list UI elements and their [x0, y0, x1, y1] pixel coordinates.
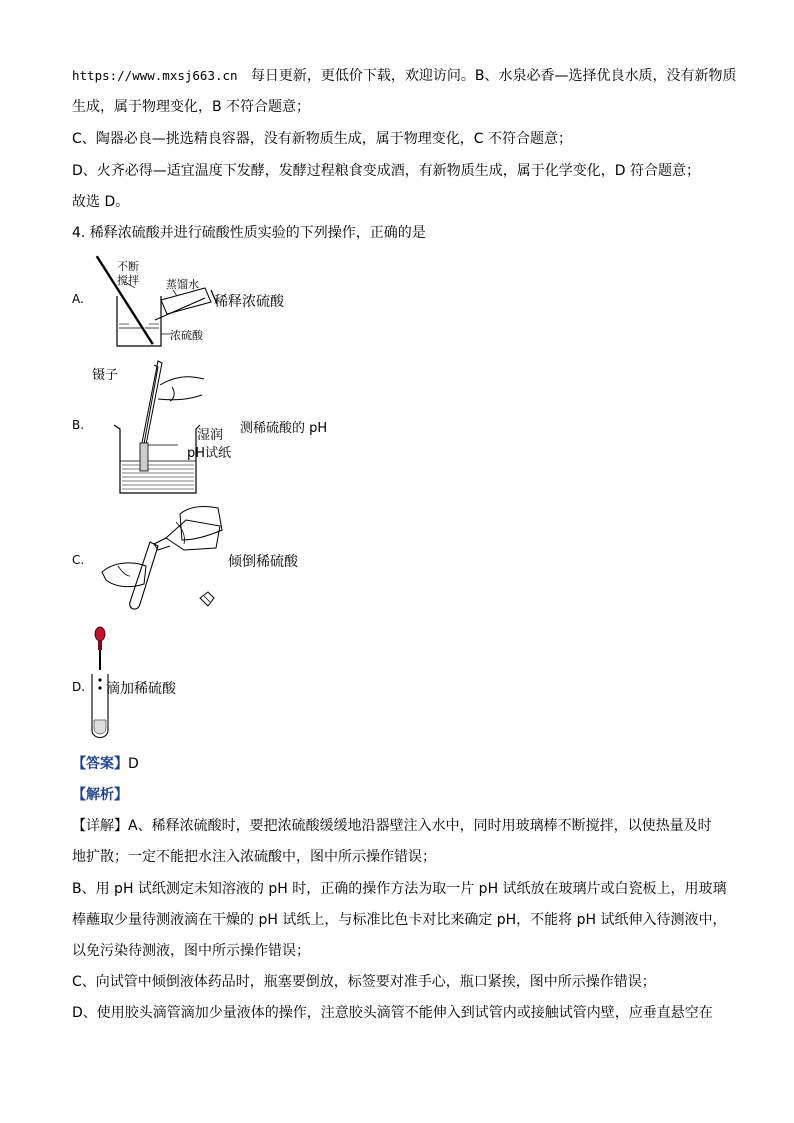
question-4: 4. 稀释浓硫酸并进行硫酸性质实验的下列操作，正确的是 [72, 225, 426, 241]
option-d-caption: 滴加稀硫酸 [106, 681, 176, 697]
analysis-tag: 【解析】 [72, 787, 128, 803]
line-3: C、陶器必良—挑选精良容器，没有新物质生成，属于物理变化，C 不符合题意； [72, 131, 572, 147]
answer-tag: 【答案】 [72, 756, 128, 772]
label-distilled-water: 蒸馏水 [166, 278, 199, 291]
detail-p2b: 棒蘸取少量待测液滴在干燥的 pH 试纸上，与标准比色卡对比来确定 pH，不能将 pH 试纸伸入待测液中， [72, 912, 727, 928]
option-a-letter: A. [72, 292, 84, 306]
label-wet: 湿润 [197, 428, 224, 443]
option-b-letter: B. [72, 418, 85, 432]
answer-line [72, 754, 139, 774]
line-2: 生成，属于物理变化，B 不符合题意； [72, 99, 311, 115]
site-url[interactable]: https://www.mxsj663.cn [72, 68, 238, 83]
detail-p2a: B、用 pH 试纸测定未知溶液的 pH 时，正确的操作方法为取一片 pH 试纸放在玻璃片或白瓷板上，用玻璃 [72, 881, 727, 897]
option-c-caption: 倾倒稀硫酸 [228, 554, 298, 570]
label-tweezers: 镊子 [92, 368, 119, 383]
label-conc-acid: 浓硫酸 [170, 329, 203, 342]
line1-text: 每日更新，更低价下载，欢迎访问。B、水泉必香—选择优良水质，没有新物质 [250, 68, 737, 84]
detail-p1a: A、稀释浓硫酸时，要把浓硫酸缓缓地沿器壁注入水中，同时用玻璃棒不断搅拌，以使热量及时 [128, 818, 712, 834]
label-ph-paper: pH试纸 [187, 446, 232, 461]
line-4: D、火齐必得—适宜温度下发酵，发酵过程粮食变成酒，有新物质生成，属于化学变化，D 符合题意； [72, 163, 701, 179]
detail-p2c: 以免污染待测液，图中所示操作错误； [72, 943, 310, 959]
option-d-letter: D. [72, 680, 86, 694]
option-a-caption: 稀释浓硫酸 [214, 294, 284, 310]
header-line-1 [72, 66, 737, 86]
detail-tag: 【详解】 [72, 818, 128, 834]
detail-p3: C、向试管中倾倒液体药品时，瓶塞要倒放，标签要对准手心，瓶口紧挨，图中所示操作错误； [72, 974, 656, 990]
detail-line-1 [72, 816, 712, 836]
detail-p4: D、使用胶头滴管滴加少量液体的操作，注意胶头滴管不能伸入到试管内或接触试管内壁，应垂直悬空在 [72, 1005, 713, 1021]
line-5: 故选 D。 [72, 194, 130, 210]
option-c-figure [96, 500, 226, 615]
analysis-line [72, 785, 128, 805]
answer-value: D [128, 756, 139, 772]
label-stir-2: 搅拌 [117, 274, 139, 287]
option-b-caption: 测稀硫酸的 pH [240, 421, 328, 436]
detail-p1b: 地扩散；一定不能把水注入浓硫酸中，图中所示操作错误； [72, 849, 436, 865]
option-c-letter: C. [72, 553, 85, 567]
label-stir-1: 不断 [117, 260, 139, 273]
